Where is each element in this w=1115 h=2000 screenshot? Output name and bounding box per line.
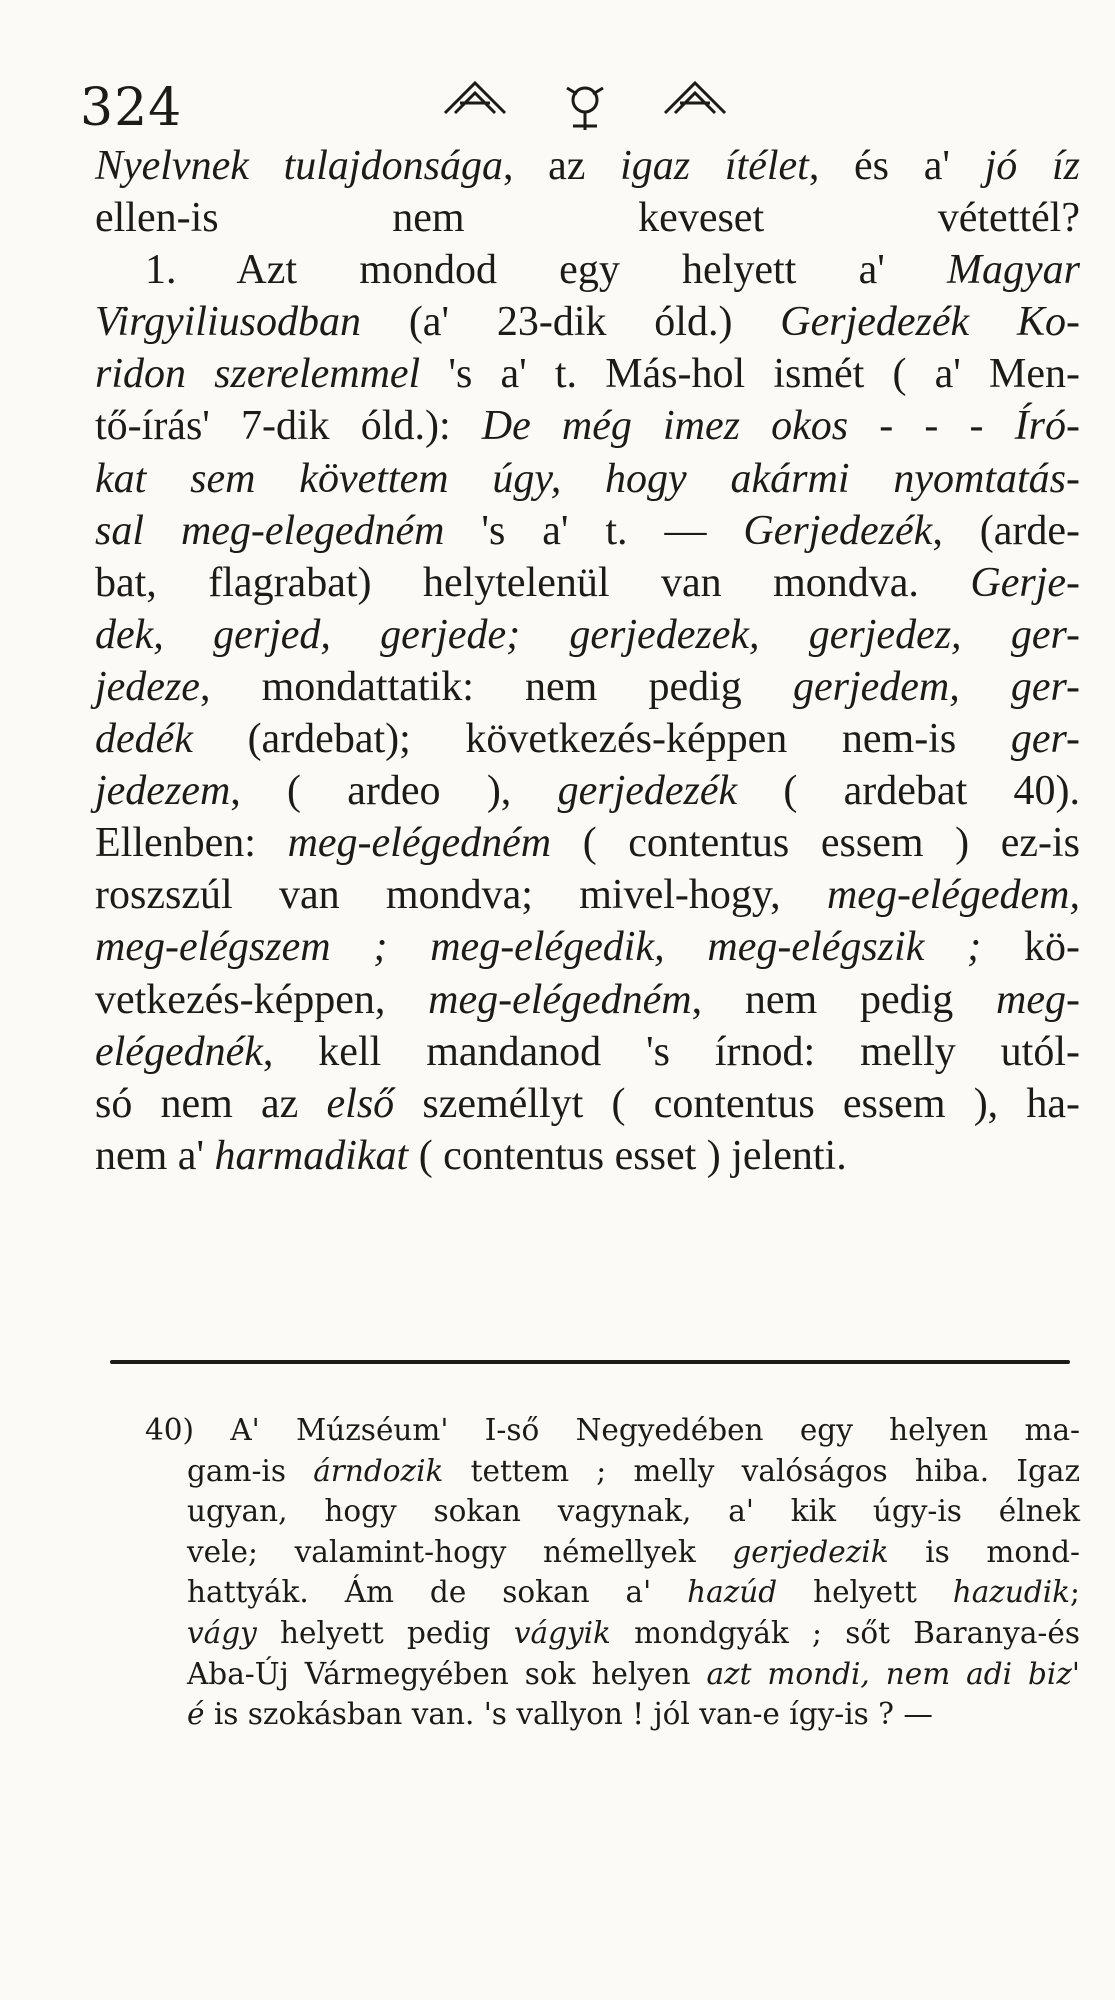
footnote-line	[145, 1451, 1080, 1492]
footnote-text-segment: azt mondi, nem adi biz'	[706, 1656, 1080, 1691]
main-text-segment: Gerjedezék Ko-	[780, 299, 1080, 346]
footnote-text-segment: is mond-	[888, 1534, 1080, 1569]
main-text-segment: meg-	[996, 976, 1080, 1023]
main-text-segment: sal meg-elegedném	[95, 507, 445, 554]
main-text-segment: (ardebat); következés-képpen nem-is	[192, 716, 1011, 763]
main-text-segment: dek, gerjed, gerjede; gerjedezek, gerjedez, ger-	[95, 611, 1080, 658]
main-line	[95, 1078, 1080, 1130]
footnote-text-segment: hazúd	[687, 1575, 778, 1610]
page-number: 324	[80, 78, 183, 138]
footnote-text-segment: árndozik	[313, 1453, 444, 1488]
footnote-text-segment: vele; valamint-hogy némellyek	[187, 1534, 733, 1569]
main-text-segment: harmadikat	[214, 1132, 409, 1179]
footnote-text-segment: ugyan, hogy sokan vagynak, a' kik úgy-is élnek	[187, 1494, 1080, 1529]
main-text-segment: Gerjedezék	[743, 507, 933, 554]
footnote-text-segment: vágyik	[513, 1615, 611, 1650]
footnote-text-segment: ;	[1070, 1575, 1080, 1610]
main-text-segment: De még imez okos - - - Író-	[481, 403, 1080, 450]
main-text-segment: ridon szerelemmel	[95, 351, 421, 398]
main-line	[95, 765, 1080, 817]
main-text-segment: , az	[502, 143, 621, 189]
main-text-segment: meg-elégszem ; meg-elégedik, meg-elégszik ;	[95, 924, 982, 971]
footnote	[145, 1410, 1080, 1735]
footnote-line	[145, 1613, 1080, 1654]
footnote-text-segment: hattyák. Ám de sokan a'	[187, 1575, 688, 1610]
main-text-segment: gerjedezék	[557, 768, 738, 815]
main-text-segment: 1. Azt mondod egy helyett a'	[145, 247, 948, 294]
main-line	[95, 817, 1080, 869]
footnote-text-segment: é	[187, 1697, 205, 1732]
footnote-line	[145, 1654, 1080, 1695]
main-text-segment: ( ardebat 40).	[737, 768, 1080, 815]
main-text-segment: 's a' t. Más-hol ismét ( a' Men-	[420, 351, 1081, 398]
page-header	[70, 58, 1050, 138]
main-text-segment: (a' 23-dik óld.)	[361, 299, 781, 346]
main-text-segment: , és a'	[808, 143, 985, 189]
main-text-segment: meg-elégedem,	[826, 872, 1080, 919]
main-text-segment: jedezem	[95, 768, 231, 815]
footnote-text-segment: tettem ; melly valóságos hiba. Igaz	[443, 1453, 1080, 1488]
main-text-segment: 's a' t. —	[444, 507, 744, 554]
main-line	[95, 869, 1080, 921]
main-text-segment: , (arde-	[932, 507, 1080, 554]
main-text-segment: ( contentus esset ) jelenti.	[408, 1132, 847, 1179]
footnote-text-segment: hazudik	[952, 1575, 1071, 1610]
main-line	[95, 609, 1080, 661]
main-text-segment: , mondattatik: nem pedig	[199, 663, 793, 710]
main-text-segment: , kell mandanod 's írnod: melly utól-	[262, 1028, 1080, 1075]
footnote-line	[145, 1572, 1080, 1613]
footnote-text-segment: gam-is	[187, 1453, 314, 1488]
main-line	[95, 1026, 1080, 1078]
main-text-segment: meg-elégedném	[428, 976, 692, 1023]
main-text	[95, 140, 1080, 1182]
main-line	[95, 505, 1080, 557]
footnote-divider	[110, 1360, 1070, 1364]
footnote-text-segment: helyett	[777, 1575, 953, 1610]
main-line	[95, 453, 1080, 505]
footnote-text-segment: mondgyák ; sőt Baranya-és	[610, 1615, 1080, 1650]
decorative-ornament-icon	[435, 68, 735, 138]
footnote-line	[145, 1694, 1080, 1735]
footnote-line	[145, 1532, 1080, 1573]
main-text-segment: jedeze	[95, 663, 200, 710]
main-line	[95, 974, 1080, 1026]
main-text-segment: Virgyiliusodban	[95, 299, 361, 346]
main-line	[95, 244, 1080, 296]
main-text-segment: vetkezés-képpen,	[95, 976, 429, 1023]
main-text-segment: roszszúl van mondva; mivel-hogy,	[95, 872, 827, 919]
main-line	[95, 557, 1080, 609]
main-text-segment: igaz ítélet	[620, 143, 809, 189]
footnote-text-segment: vágy	[187, 1615, 257, 1650]
main-line	[95, 661, 1080, 713]
main-line	[95, 713, 1080, 765]
main-text-segment: elégednék	[95, 1028, 263, 1075]
footnote-text-segment: helyett pedig	[256, 1615, 514, 1650]
main-text-segment: bat, flagrabat) helytelenül van mondva.	[95, 559, 971, 606]
footnote-text-segment: 40) A' Múzséum' I-ső Negyedében egy helyen ma-	[145, 1413, 1080, 1447]
footnote-text-segment: Aba-Új Vármegyében sok helyen	[187, 1656, 707, 1691]
main-text-segment: jó íz	[984, 143, 1080, 189]
main-text-segment: kat sem követtem úgy, hogy akármi nyomtatás-	[95, 455, 1080, 502]
footnote-line	[145, 1491, 1080, 1532]
main-line	[95, 921, 1080, 973]
main-text-segment: Magyar	[947, 247, 1080, 294]
main-line	[95, 192, 1080, 244]
main-line	[95, 348, 1080, 400]
main-line	[95, 140, 1080, 192]
main-text-segment: meg-elégedném	[287, 820, 552, 867]
main-text-segment: első	[326, 1080, 395, 1127]
footnote-text-segment: gerjedezik	[732, 1534, 889, 1569]
main-line	[95, 1130, 1080, 1182]
main-text-segment: tő-írás' 7-dik óld.):	[95, 403, 482, 450]
main-text-segment: ( contentus essem ) ez-is	[551, 820, 1080, 867]
main-text-segment: Nyelvnek tulajdonsága	[95, 143, 503, 189]
main-text-segment: dedék	[95, 716, 193, 763]
main-text-segment: só nem az	[95, 1080, 327, 1127]
footnote-line	[145, 1410, 1080, 1451]
main-text-segment: ger-	[1010, 716, 1080, 763]
main-text-segment: nem a'	[95, 1132, 215, 1179]
main-line	[95, 400, 1080, 452]
main-line	[95, 296, 1080, 348]
main-text-segment: személlyt ( contentus essem ), ha-	[394, 1080, 1080, 1127]
main-text-segment: Gerje-	[970, 559, 1080, 606]
main-text-segment: , nem pedig	[691, 976, 997, 1023]
main-text-segment: , ( ardeo ),	[230, 768, 558, 815]
main-text-segment: Ellenben:	[95, 820, 288, 867]
main-text-segment: gerjedem, ger-	[792, 663, 1080, 710]
main-text-segment: ellen-is nem keveset vétettél?	[95, 195, 1080, 242]
main-text-segment: kö-	[981, 924, 1080, 971]
footnote-text-segment: is szokásban van. 's vallyon ! jól van-e így-is ? —	[204, 1697, 933, 1732]
